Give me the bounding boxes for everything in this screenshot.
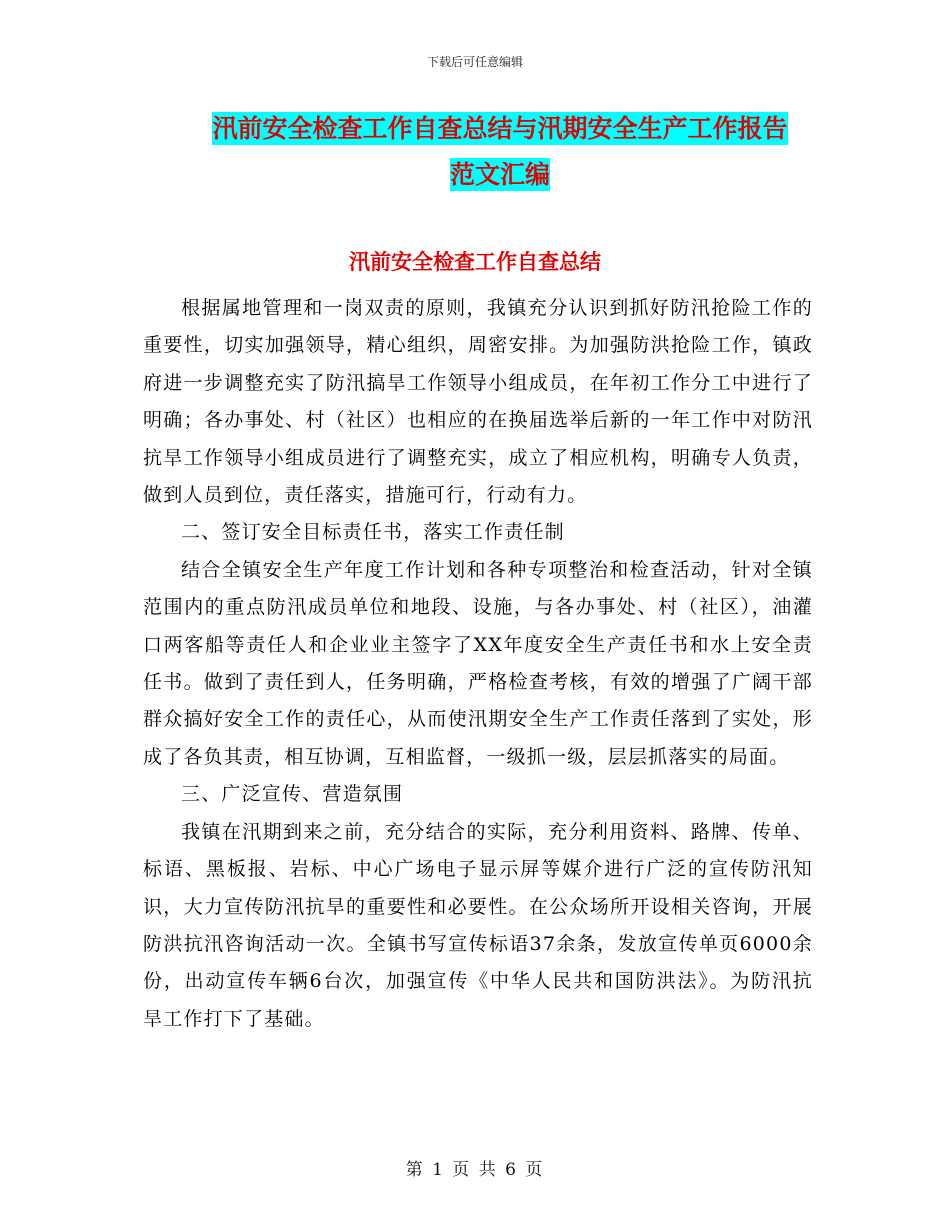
document-title xyxy=(140,106,860,198)
paragraph: 根据属地管理和一岗双责的原则，我镇充分认识到抓好防汛抢险工作的重要性，切实加强领导，精心组织，周密安排。为加强防洪抢险工作，镇政府进一步调整充实了防汛搞旱工作领导小组成员，在年初工作分工中进行了明确；各办事处、村（社区）也相应的在换届选举后新的一年工作中对防汛抗旱工作领导小组成员进行了调整充实，成立了相应机构，明确专人负责，做到人员到位，责任落实，措施可行，行动有力。 xyxy=(143,297,813,507)
document-body xyxy=(143,290,813,1038)
page-footer: 第 1 页 共 6 页 xyxy=(405,1160,545,1180)
section-title: 汛前安全检查工作自查总结 xyxy=(349,250,601,274)
document-title-line-1: 汛前安全检查工作自查总结与汛期安全生产工作报告 xyxy=(212,114,788,143)
document-title-line-2: 范文汇编 xyxy=(449,160,550,189)
header-note: 下载后可任意编辑 xyxy=(426,55,523,69)
paragraph-heading: 二、签订安全目标责任书，落实工作责任制 xyxy=(181,521,565,544)
paragraph: 我镇在汛期到来之前，充分结合的实际，充分利用资料、路牌、传单、标语、黑板报、岩标、中心广场电子显示屏等媒介进行广泛的宣传防汛知识，大力宣传防汛抗旱的重要性和必要性。在公众场所开设相关咨询，开展防洪抗汛咨询活动一次。全镇书写宣传标语37余条，发放宣传单页6000余份，出动宣传车辆6台次，加强宣传《中华人民共和国防洪法》。为防汛抗旱工作打下了基础。 xyxy=(143,820,813,1030)
paragraph-heading: 三、广泛宣传、营造氛围 xyxy=(181,783,404,806)
paragraph: 结合全镇安全生产年度工作计划和各种专项整治和检查活动，针对全镇范围内的重点防汛成员单位和地段、设施，与各办事处、村（社区），油灌口两客船等责任人和企业业主签字了XX年度安全生产责任书和水上安全责任书。做到了责任到人，任务明确，严格检查考核，有效的增强了广阔干部群众搞好安全工作的责任心，从而使汛期安全生产工作责任落到了实处，形成了各负其责，相互协调，互相监督，一级抓一级，层层抓落实的局面。 xyxy=(143,558,813,768)
